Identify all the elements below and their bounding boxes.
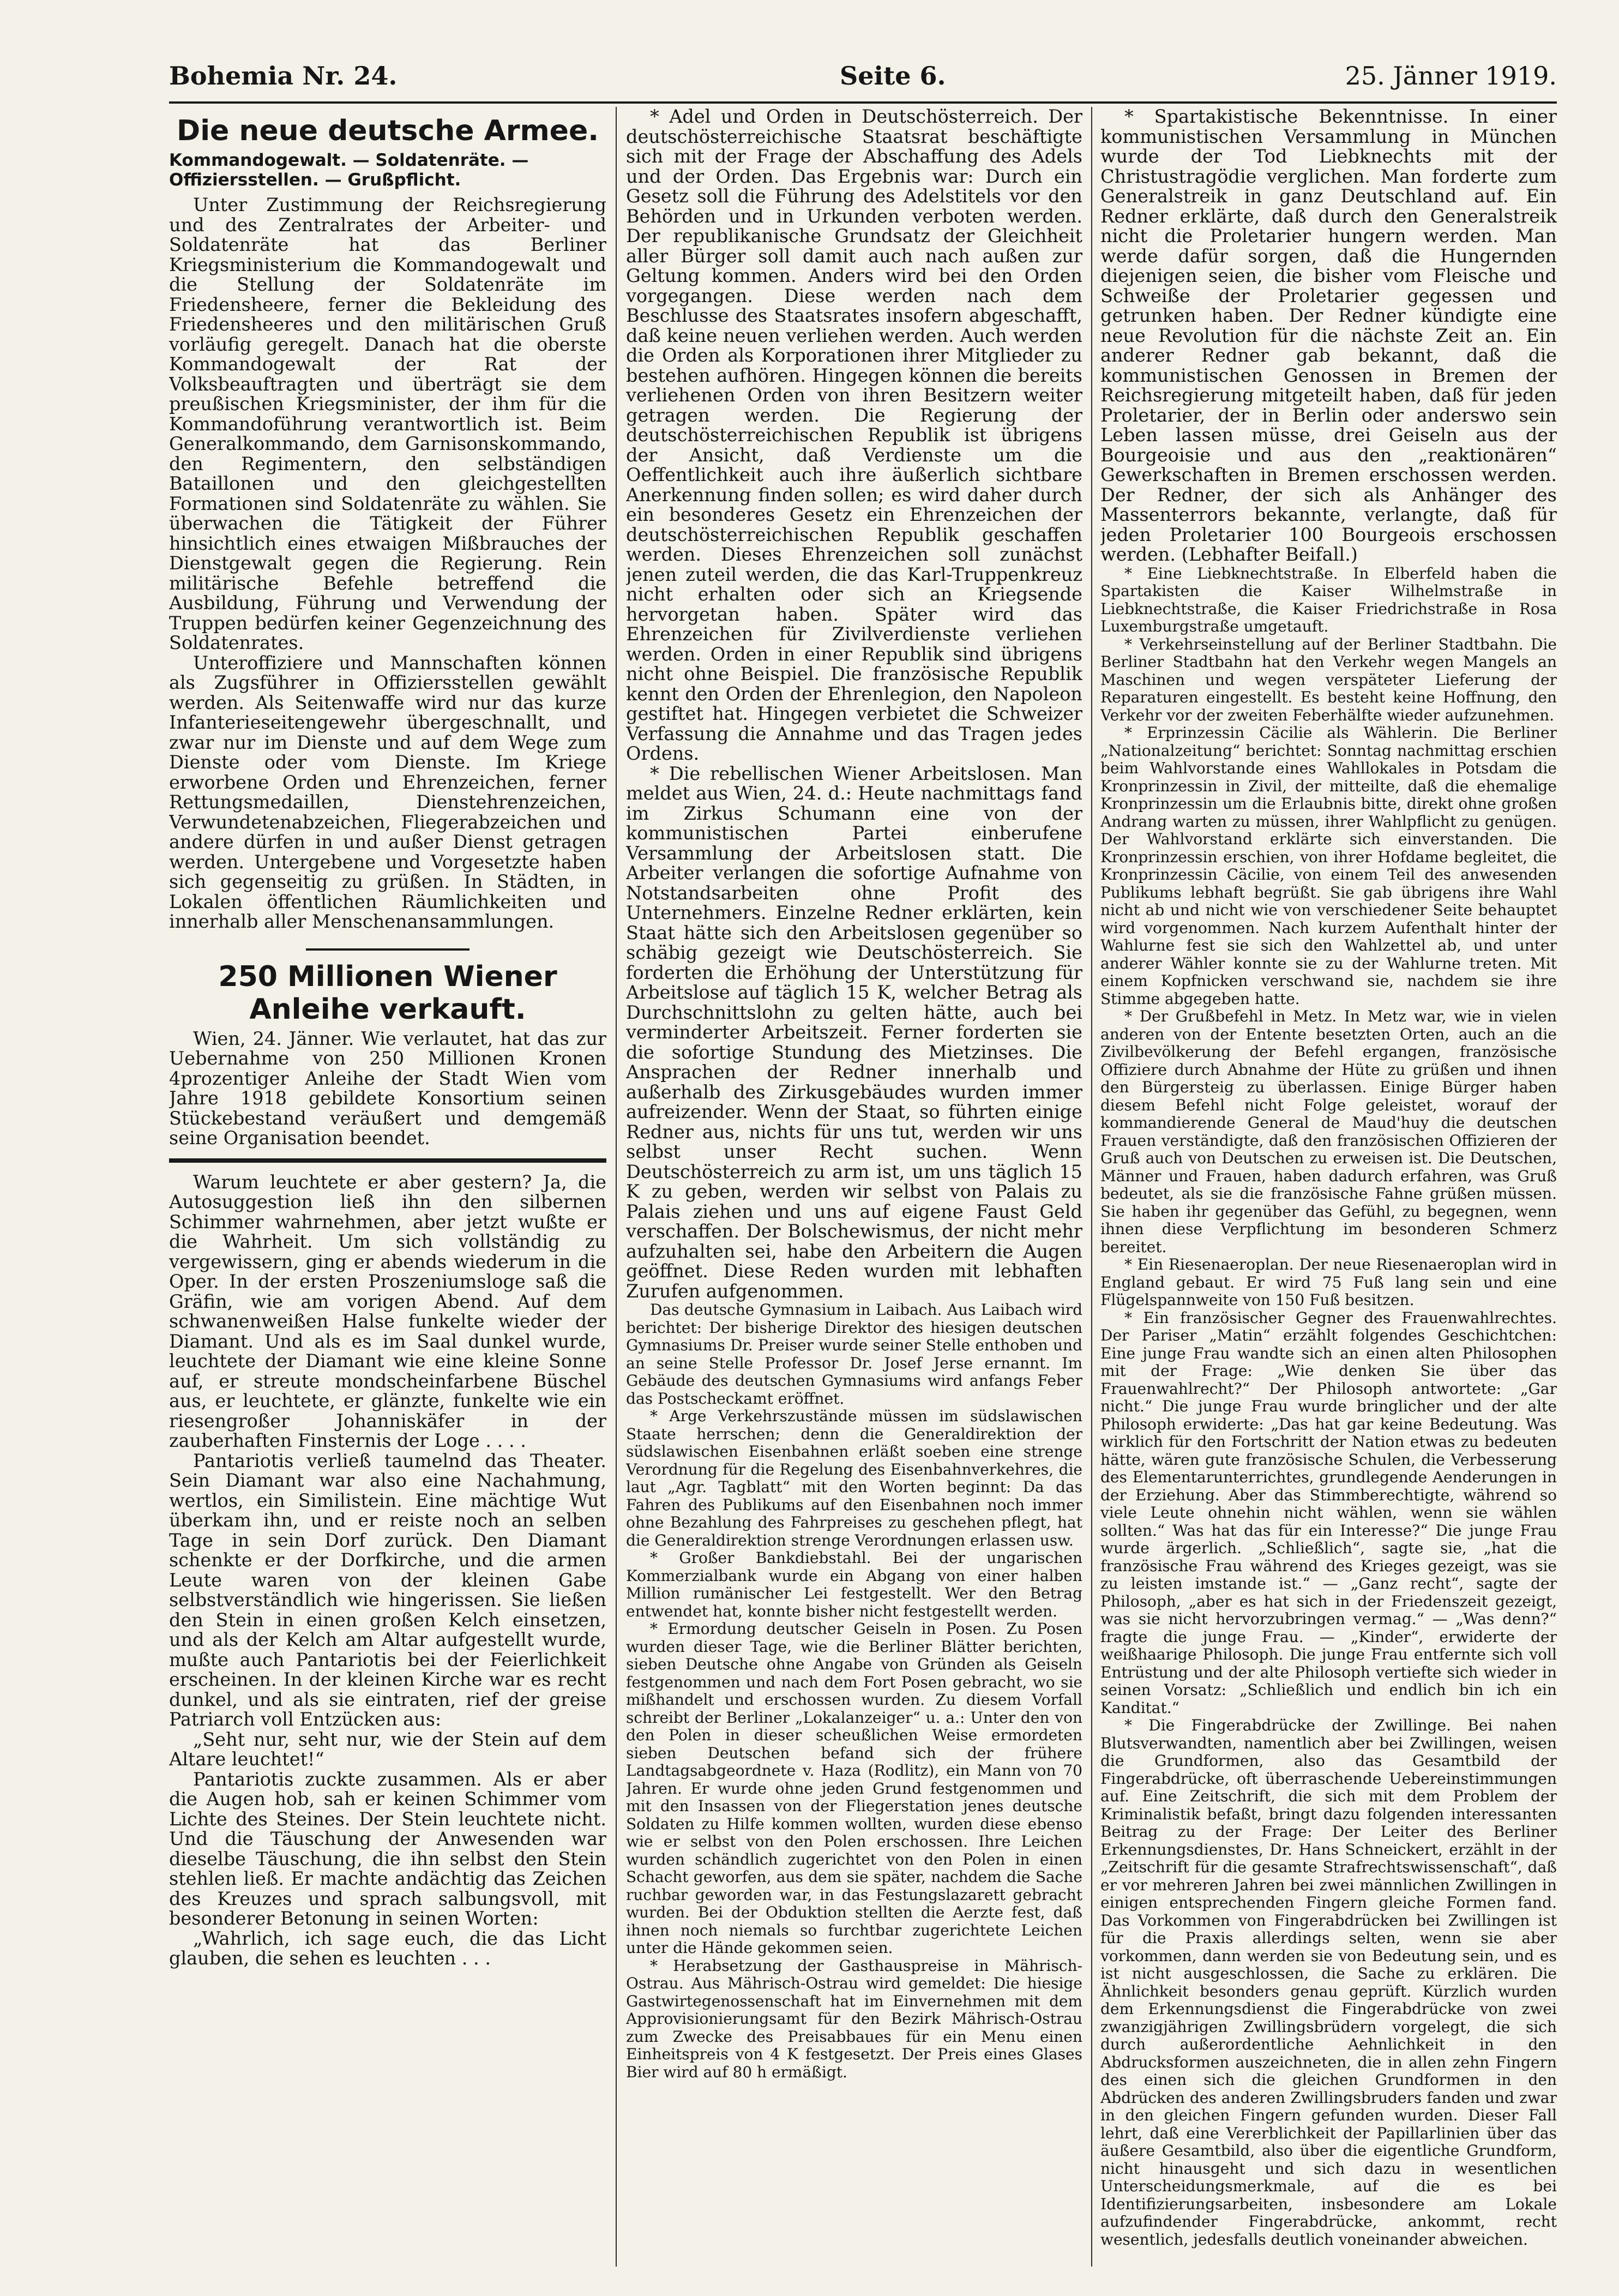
news-item-small: * Ermordung deutscher Geiseln in Posen. Zu Posen wurden dieser Tage, wie die Berliner Blätter berichten, sieben Deutsche ohne Angabe von Gründen als Geiseln festgenommen und nach dem Fort Posen gebracht, wo sie mißhandelt und erschossen wurden. Zu diesem Vorfall schreibt der Berliner „Lokalanzeiger“ u. a.: Unter den von den Polen in dieser scheußlichen Weise ermordeten sieben Deutschen befand sich der frühere Landtagsabgeordnete v. Haza (Rodlitz), ein Mann von 70 Jahren. Er wurde ohne jeden Grund festgenommen und mit den Insassen von der Fliegerstation jenes deutsche Soldaten zu Hilfe kommen wollten, wurden diese ebenso wie er selbst von den Polen erschossen. Ihre Leichen wurden schändlich zugerichtet von den Polen in einen Schacht geworfen, aus dem sie später, nachdem die Sache ruchbar geworden war, in das Festungslazarett gebracht wurden. Bei der Obduktion stellten die Aerzte fest, daß ihnen noch niemals so furchtbar zugerichtete Leichen unter die Hände gekommen seien. [626, 1620, 1082, 1957]
article-headline: 250 Millionen Wiener Anleihe verkauft. [218, 960, 557, 1026]
news-item-small: * Ein französischer Gegner des Frauenwahlrechtes. Der Pariser „Matin“ erzählt folgendes Geschichtchen: Eine junge Frau wandte sich an einen alten Philosophen mit der Frage: „Wie denken Sie über das Frauenwahlrecht?“ Der Philosoph antwortete: „Gar nicht.“ Die junge Frau wurde bringlicher und der alte Philosoph erwiderte: „Das hat gar keine Bedeutung. Was wirklich für den Fortschritt der Nation etwas zu bedeuten hätte, wären gute französische Schulen, die Verbesserung des Elementarunterrichtes, grundlegende Aenderungen in der Erziehung. Aber das Stimmberechtigte, während so viele Leute ohnehin nicht wählen, wenn sie wählen sollten.“ Was hat das für ein Interesse?“ Die junge Frau wurde ärgerlich. „Schließlich“, sagte sie, „hat die französische Frau während des Krieges gezeigt, was sie zu leisten imstande ist.“ — „Ganz recht“, sagte der Philosoph, „aber es hat sich in der Friedenszeit gezeigt, was sie nicht hervorzubringen vermag.“ — „Was denn?“ fragte die junge Frau. — „Kinder“, erwiderte der weißhaarige Philosoph. Die junge Frau entfernte sich voll Entrüstung und der alte Philosoph vertiefte sich wieder in seinen Vorsatz: „Schließlich und endlich bin ich ein Kanditat.“ [1100, 1308, 1557, 1717]
news-item-small: * Arge Verkehrszustände müssen im südslawischen Staate herrschen; denn die Generaldirektion der südslawischen Eisenbahnen erläßt soeben eine strenge Verordnung für die Regelung des Eisenbahnverkehres, die laut „Agr. Tagblatt“ mit den Worten beginnt: Da das Fahren des Publikums auf den Eisenbahnen noch immer ohne Bezahlung des Fahrpreises zu geschehen pflegt, hat die Generaldirektion strenge Verordnungen erlassen usw. [626, 1407, 1082, 1549]
article-headline: Die neue deutsche Armee. [177, 115, 599, 147]
news-item: * Spartakistische Bekenntnisse. In einer kommunistischen Versammlung in München wurde der Tod Liebknechts mit der Christustragödie verglichen. Man forderte zum Generalstreik in ganz Deutschland auf. Ein Redner erklärte, daß durch den Generalstreik nicht die Proletarier hungern werden. Man werde dafür sorgen, daß die Hungernden diejenigen seien, die bisher vom Fleische und Schweiße der Proletarier gegessen und getrunken haben. Der Redner kündigte eine neue Revolution für die nächste Zeit an. Ein anderer Redner gab bekannt, daß die kommunistischen Genossen in Bremen der Reichsregierung mitgeteilt haben, daß für jeden Proletarier, der in Berlin oder anderswo sein Leben lassen müsse, drei Geiseln aus der Bourgeoisie und aus den „reaktionären“ Gewerkschaften in Bremen erschossen werden. Der Redner, der sich als Anhänger des Massenterrors bekannte, verlangte, daß für jeden Proletarier 100 Bourgeois erschossen werden. (Lebhafter Beifall.) [1100, 107, 1557, 565]
news-item-small: * Die Fingerabdrücke der Zwillinge. Bei nahen Blutsverwandten, namentlich aber bei Zwillingen, weisen die Grundformen, also das Gesamtbild der Fingerabdrücke, oft überraschende Uebereinstimmungen auf. Eine Zeitschrift, die sich mit dem Problem der Kriminalistik befaßt, bringt dazu folgenden interessanten Beitrag zu der Frage: Der Leiter des Berliner Erkennungsdienstes, Dr. Hans Schneickert, erzählt in der „Zeitschrift für die gesamte Strafrechtswissenschaft“, daß er vor mehreren Jahren bei zwei männlichen Zwillingen in einigen entsprechenden Fingern gleiche Formen fand. Das Vorkommen von Fingerabdrücken bei Zwillingen ist für die Praxis allerdings selten, wenn sie aber vorkommen, dann werden sie von Bedeutung sein, und es ist nicht ausgeschlossen, die Sache zu erklären. Die Ähnlichkeit besonders genau geprüft. Kürzlich wurden dem Erkennungsdienst die Fingerabdrücke von zwei zwanzigjährigen Zwillingsbrüdern vorgelegt, die sich durch außerordentliche Aehnlichkeit in den Abdrucksformen auszeichneten, die in allen zehn Fingern des einen sich die gleichen Grundformen in den Abdrücken des anderen Zwillingsbruders fanden und zwar in den gleichen Fingern gefunden wurden. Dieser Fall lehrt, daß eine Vererblichkeit der Papillarlinien über das äußere Gesamtbild, also über die eigentliche Grundform, nicht hinausgeht und sich dazu in wesentlichen Unterscheidungsmerkmale, auf die es bei Identifizierungsarbeiten, insbesondere am Lokale aufzufindender Fingerabdrücke, ankommt, recht wesentlich, jedesfalls deutlich voneinander abweichen. [1100, 1716, 1557, 2249]
news-item-small: Das deutsche Gymnasium in Laibach. Aus Laibach wird berichtet: Der bisherige Direktor des hiesigen deutschen Gymnasiums Dr. Preiser wurde seiner Stelle enthoben und an seine Stelle Professor Dr. Josef Jerse ernannt. Im Gebäude des deutschen Gymnasiums wird anfangs Feber das Postscheckamt eröffnet. [626, 1301, 1082, 1408]
story-paragraph: Pantariotis verließ taumelnd das Theater. Sein Diamant war also eine Nachahmung, wertlos, ein Similistein. Eine mächtige Wut überkam ihn, und er reiste noch an selben Tage in sein Dorf zurück. Den Diamant schenkte er der Dorfkirche, und die armen Leute waren von der kleinen Gabe selbstverständlich wie hingerissen. Sie ließen den Stein in einen großen Kelch einsetzen, und als der Kelch am Altar aufgestellt wurde, mußte auch Pantariotis bei der Feierlichkeit erscheinen. In der kleinen Kirche war es recht dunkel, und als sie eintraten, rief der greise Patriarch voll Entzücken aus: [169, 1450, 606, 1730]
news-item-small: * Großer Bankdiebstahl. Bei der ungarischen Kommerzialbank wurde ein Abgang von einer halben Million rumänischer Lei festgestellt. Wer den Betrag entwendet hat, konnte bisher nicht festgestellt werden. [626, 1549, 1082, 1620]
story-paragraph: Pantariotis zuckte zusammen. Als er aber die Augen hob, sah er keinen Schimmer vom Lichte des Steines. Der Stein leuchtete nicht. Und die Täuschung der Anwesenden war dieselbe Täuschung, die ihn selbst den Stein stehlen ließ. Er machte andächtig das Zeichen des Kreuzes und sprach salbungsvoll, mit besonderer Betonung in seinen Worten: [169, 1768, 606, 1929]
page-number: Seite 6. [840, 61, 946, 91]
column-divider [1091, 107, 1092, 2267]
section-divider [306, 948, 470, 951]
header-rule [169, 101, 1557, 104]
column-left [169, 107, 606, 2267]
page-header [169, 61, 1557, 99]
news-item-small: * Ein Riesenaeroplan. Der neue Riesenaeroplan wird in England gebaut. Er wird 75 Fuß lang sein und eine Flügelspannweite von 150 Fuß besitzen. [1100, 1255, 1557, 1309]
article-paragraph: Wien, 24. Jänner. Wie verlautet, hat das zur Uebernahme von 250 Millionen Kronen 4prozentiger Anleihe der Stadt Wien vom Jahre 1918 gebildete Konsortium seinen Stückebestand veräußert und demgemäß seine Organisation beendet. [169, 1027, 606, 1149]
column-right [1100, 107, 1557, 2267]
news-item-small: * Verkehrseinstellung auf der Berliner Stadtbahn. Die Berliner Stadtbahn hat den Verkehr wegen Mangels an Maschinen und wegen verspäteter Lieferung der Reparaturen eingestellt. Es besteht keine Hoffnung, den Verkehr vor der zweiten Feberhälfte wieder aufzunehmen. [1100, 635, 1557, 724]
story-paragraph: Warum leuchtete er aber gestern? Ja, die Autosuggestion ließ ihn den silbernen Schimmer wahrnehmen, aber jetzt wußte er die Wahrheit. Um sich vollständig zu vergewissern, ging er abends wiederum in die Oper. In der ersten Proszeniumsloge saß die Gräfin, wie am vorigen Abend. Auf dem schwanenweißen Halse funkelte wieder der Diamant. Und als es im Saal dunkel wurde, leuchtete der Diamant wie eine kleine Sonne auf, er streute mondscheinfarbene Büschel aus, er leuchtete, er glänzte, funkelte wie ein riesengroßer Johanniskäfer in der zauberhaften Finsternis der Loge . . . . [169, 1171, 606, 1451]
article-subheadline: Kommandogewalt. — Soldatenräte. — Offiziersstellen. — Grußpflicht. [169, 151, 529, 190]
news-item: * Die rebellischen Wiener Arbeitslosen. Man meldet aus Wien, 24. d.: Heute nachmittags fand im Zirkus Schumann eine von der kommunistischen Partei einberufene Versammlung der Arbeitslosen statt. Die Arbeiter verlangen die sofortige Aufnahme von Notstandsarbeiten ohne Profit des Unternehmers. Einzelne Redner erklärten, kein Staat hätte sich den Arbeitslosen gegenüber so schäbig gezeigt wie Deutschösterreich. Sie forderten die Erhöhung der Unterstützung für Arbeitslose auf täglich 15 K, welcher Betrag als Durchschnittslohn zu gelten hätte, auch bei verminderter Arbeitszeit. Ferner forderten sie die sofortige Stundung des Mietzinses. Die Ansprachen der Redner innerhalb und außerhalb des Zirkusgebäudes wurden immer aufreizender. Wenn der Staat, so führten einige Redner aus, nichts für uns tut, werden wir uns selbst unser Recht suchen. Wenn Deutschösterreich zu arm ist, um uns täglich 15 K zu geben, werden wir selbst von Palais zu Palais ziehen und uns auf eigene Faust Geld verschaffen. Der Bolschewismus, der nicht mehr aufzuhalten sei, habe den Arbeitern die Augen geöffnet. Diese Reden wurden mit lebhaften Zurufen aufgenommen. [626, 762, 1082, 1302]
news-item-small: * Der Grußbefehl in Metz. In Metz war, wie in vielen anderen von der Entente besetzten Orten, auch an die Zivilbevölkerung der Befehl ergangen, französische Offiziere durch Abnahme der Hüte zu grüßen und ihnen den Bürgersteig zu überlassen. Einige Bürger haben diesem Befehl nicht Folge geleistet, worauf der kommandierende General de Maud'huy die deutschen Frauen verständigte, daß den französischen Offizieren der Gruß auch von Deutschen zu erweisen ist. Die Deutschen, Männer und Frauen, haben dadurch erfahren, was Gruß bedeutet, als sie die französische Fahne grüßen müssen. Sie haben ihr gegenüber das Gefühl, zu begegnen, wenn ihnen diese Verpflichtung im besonderen Schmerz bereitet. [1100, 1007, 1557, 1256]
news-item: * Adel und Orden in Deutschösterreich. Der deutschösterreichische Staatsrat beschäftigte sich mit der Frage der Abschaffung des Adels und der Orden. Das Ergebnis war: Durch ein Gesetz soll die Führung des Adelstitels vor den Behörden und in Urkunden verboten werden. Der republikanische Grundsatz der Gleichheit aller Bürger soll damit auch nach außen zur Geltung kommen. Anders wird bei den Orden vorgegangen. Diese werden nach dem Beschlusse des Staatsrates insofern abgeschafft, daß keine neuen verliehen werden. Auch werden die Orden als Korporationen ihrer Mitglieder zu bestehen aufhören. Hingegen können die bereits verliehenen Orden von ihren Besitzern weiter getragen werden. Die Regierung der deutschösterreichischen Republik ist übrigens der Ansicht, daß Verdienste um die Oeffentlichkeit auch ihre äußerlich sichtbare Anerkennung finden sollen; es wird daher durch ein besonderes Gesetz ein Ehrenzeichen der deutschösterreichischen Republik geschaffen werden. Dieses Ehrenzeichen soll zunächst jenen zuteil werden, die das Karl-Truppenkreuz nicht erhalten oder sich an Kriegsende hervorgetan haben. Später wird das Ehrenzeichen für Zivilverdienste verliehen werden. Orden in einer Republik sind übrigens nicht ohne Beispiel. Die französische Republik kennt den Orden der Ehrenlegion, den Napoleon gestiftet hat. Hingegen verbietet die Schweizer Verfassung die Annahme und das Tragen jedes Ordens. [626, 107, 1082, 764]
issue-date: 25. Jänner 1919. [1345, 61, 1557, 91]
news-item-small: * Eine Liebknechtstraße. In Elberfeld haben die Spartakisten die Kaiser Wilhelmstraße in Liebknechtstraße, die Kaiser Friedrichstraße in Rosa Luxemburgstraße umgetauft. [1100, 564, 1557, 635]
masthead-issue: Bohemia Nr. 24. [169, 61, 398, 91]
column-middle [626, 107, 1082, 2267]
column-divider [616, 107, 617, 2267]
feuilleton-divider [169, 1158, 606, 1163]
article-paragraph: Unteroffiziere und Mannschaften können als Zugsführer in Offiziersstellen gewählt werden. Als Seitenwaffe wird nur das kurze Infanterieseitengewehr übergeschnallt, und zwar nur im Dienste und auf dem Wege zum Dienste oder vom Dienste. Im Kriege erworbene Orden und Ehrenzeichen, ferner Rettungsmedaillen, Dienstehrenzeichen, Verwundetenabzeichen, Fliegerabzeichen und andere dürfen in und außer Dienst getragen werden. Untergebene und Vorgesetzte haben sich gegenseitig zu grüßen. In Städten, in Lokalen öffentlichen Räumlichkeiten und innerhalb aller Menschenansammlungen. [169, 652, 606, 932]
news-item-small: * Erprinzessin Cäcilie als Wählerin. Die Berliner „Nationalzeitung“ berichtet: Sonntag nachmittag erschien beim Wahlvorstande eines Wahllokales in Potsdam die Kronprinzessin in Zivil, der mitteilte, daß die ehemalige Kronprinzessin um die Erlaubnis bitte, direkt ohne großen Andrang warten zu müssen, ihrer Wahlpflicht zu genügen. Der Wahlvorstand erklärte sich einverstanden. Die Kronprinzessin erschien, von ihrer Hofdame begleitet, die Kronprinzessin Cäcilie, von einem Teil des anwesenden Publikums lebhaft begrüßt. Sie gab übrigens ihre Wahl nicht ab und nicht wie von verschiedener Seite behauptet wird vorgenommen. Nach kurzem Aufenthalt hinter der Wahlurne fest sie sich den Wahlzettel ab, und unter anderer Wähler konnte sie zu der Wahlurne treten. Mit einem Kopfnicken verschwand sie, nachdem sie ihre Stimme abgegeben hatte. [1100, 724, 1557, 1008]
story-paragraph: „Seht nur, seht nur, wie der Stein auf dem Altare leuchtet!“ [169, 1728, 606, 1770]
story-paragraph: „Wahrlich, ich sage euch, die das Licht glauben, die sehen es leuchten . . . [169, 1927, 606, 1969]
article-paragraph: Unter Zustimmung der Reichsregierung und des Zentralrates der Arbeiter- und Soldatenräte hat das Berliner Kriegsministerium die Kommandogewalt und die Stellung der Soldatenräte im Friedensheere, ferner die Bekleidung des Friedensheeres und den militärischen Gruß vorläufig geregelt. Danach hat die oberste Kommandogewalt der Rat der Volksbeauftragten und überträgt sie dem preußischen Kriegsminister, der ihm für die Kommandoführung verantwortlich ist. Beim Generalkommando, dem Garnisonskommando, den Regimentern, den selbständigen Bataillonen und den gleichgestellten Formationen sind Soldatenräte zu wählen. Sie überwachen die Tätigkeit der Führer hinsichtlich eines etwaigen Mißbrauches der Dienstgewalt gegen die Regierung. Rein militärische Befehle betreffend die Ausbildung, Führung und Verwendung der Truppen bedürfen keiner Gegenzeichnung des Soldatenrates. [169, 194, 606, 653]
news-item-small: * Herabsetzung der Gasthauspreise in Mährisch-Ostrau. Aus Mährisch-Ostrau wird gemeldet: Die hiesige Gastwirtegenossenschaft hat im Einvernehmen mit dem Approvisionierungsamt für den Bezirk Mährisch-Ostrau zum Zwecke des Preisabbaues für ein Menu einen Einheitspreis von 4 K festgesetzt. Der Preis eines Glases Bier wird auf 80 h ermäßigt. [626, 1956, 1082, 2081]
